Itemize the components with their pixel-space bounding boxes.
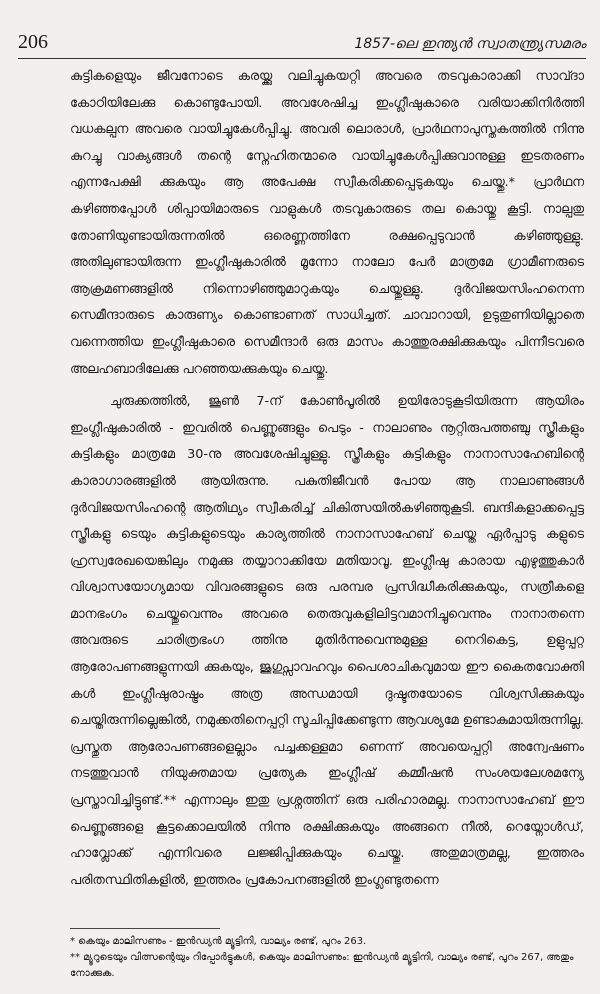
page-number: 206 [18,31,48,53]
footnote: ** മ്യൂറുടെയും വിത്സന്റെയും റിപ്പോർട്ടുകൾ, കെയും മാലിസണും: ഇൻഡ്യൻ മ്യൂട്ടിനി, വാല്യം രണ്ട്, പുറം 267, അതും നോക്കുക. [70,952,574,979]
page-header [18,18,586,59]
paragraph: കുട്ടികളെയും ജീവനോടെ കരയ്ക്കു വലിച്ചുകയറ്റി അവരെ തടവുകാരാക്കി സാവ്ദാ കോഠിയിലേക്കു കൊണ്ടുപോയി. അവശേഷിച്ച ഇംഗ്ലീഷുകാരെ വരിയാക്കിനിർത്തി വധകല്പന അവരെ വായിച്ചുകേൾപ്പിച്ചു. അവരി ലൊരാൾ, പ്രാർഥനാപുസ്തകത്തിൽ നിന്നു കുറച്ചു വാക്യങ്ങൾ തന്റെ സ്നേഹിതന്മാരെ വായിച്ചുകേൾപ്പിക്കുവാനുള്ള ഇടതരണം എന്നപേക്ഷി ക്കുകയും ആ അപേക്ഷ സ്വീകരിക്കപ്പെടുകയും ചെയ്തു.* പ്രാർഥന കഴിഞ്ഞപ്പോൾ ശിപ്പായിമാരുടെ വാളുകൾ തടവുകാരുടെ തല കൊയ്തു കൂട്ടി. നാല്പതു തോണിയുണ്ടായിരുന്നതിൽ ഒരെണ്ണത്തിനേ രക്ഷപ്പെടുവാൻ കഴിഞ്ഞുള്ളു. അതിലുണ്ടായിരുന്ന ഇംഗ്ലീഷുകാരിൽ മൂന്നോ നാലോ പേർ മാത്രമേ ഗ്രാമീണരുടെ ആക്രമണങ്ങളിൽ നിന്നൊഴിഞ്ഞുമാറുകയും ചെയ്തുള്ളു. ദുർവിജയസിംഹനെന്ന സെമീന്ദാരുടെ കാരുണ്യം കൊണ്ടാണത് സാധിച്ചത്. ചാവാറായി, ഉടുതുണിയില്ലാതെ വന്നെത്തിയ ഇംഗ്ലീഷുകാരെ സെമീന്ദാർ ഒരു മാസം കാത്തുരക്ഷിക്കുകയും പിന്നീടവരെ അലഹബാദിലേക്കു പറഞ്ഞയക്കുകയും ചെയ്തു. [70,69,584,377]
body-text [70,64,584,922]
footnotes [70,934,584,982]
footnote: * കെയും മാലിസണും - ഇൻഡ്യൻ മ്യൂട്ടിനി, വാല്യം രണ്ട്, പുറം 263. [70,936,367,947]
paragraph: ചുരുക്കത്തിൽ, ജൂൺ 7-ന് കോൺപൂരിൽ ഉയിരോടുകൂടിയിരുന്ന ആയിരം ഇംഗ്ലീഷുകാരിൽ - ഇവരിൽ പെണ്ണുങ്ങളും പെടും - നാലാണും നൂറ്റിരുപത്തഞ്ചു സ്ത്രീകളും കുട്ടികളും മാത്രമേ 30-നു അവശേഷിച്ചുള്ളു. സ്ത്രീകളും കുട്ടികളും നാനാസാഹേബിന്റെ കാരാഗാരങ്ങളിൽ ആയിരുന്നു. പകുതിജീവൻ പോയ ആ നാലാണുങ്ങൾ ദുർവിജയസിംഹന്റെ ആതിഥ്യം സ്വീകരിച്ച് ചികിത്സയിൽകഴിഞ്ഞുകൂടി. ബന്ദികളാക്കപ്പെട്ട സ്ത്രീകളു ടെയും കുട്ടികളുടെയും കാര്യത്തിൽ നാനാസാഹേബ് ചെയ്ത ഏർപ്പാടു കളുടെ ഹ്രസ്വരേഖയെങ്കിലും നമുക്കു തയ്യാറാക്കിയേ മതിയാവൂ. ഇംഗ്ലീഷു കാരായ എഴുത്തുകാർ വിശ്വാസയോഗ്യമായ വിവരങ്ങളുടെ ഒരു പരമ്പര പ്രസിദ്ധീകരിക്കുകയും, സത്രീകളെ മാനഭംഗം ചെയ്തുവെന്നും അവരെ തെരുവുകളിലിട്ടവമാനിച്ചുവെന്നും നാനാതന്നെ അവരുടെ ചാരിത്രഭംഗ ത്തിനു മുതിർന്നുവെന്നുമുള്ള നെറികെട്ട, ഉളുപ്പറ്റ ആരോപണങ്ങളുന്നയി ക്കുകയും, ജുഗുപ്സാവഹവും പൈശാചികവുമായ ഈ കൈതവോക്തി കൾ ഇംഗ്ലീഷുരാഷ്ട്രം അത്ര അന്ധമായി ദുഷ്ടതയോടെ വിശ്വസിക്കുകയും ചെയ്തിരുന്നില്ലെങ്കിൽ, നമുക്കതിനെപ്പറ്റി സൂചിപ്പിക്കേണ്ടുന്ന ആവശ്യമേ ഉണ്ടാകുമായിരുന്നില്ല. പ്രസ്തുത ആരോപണങ്ങളെല്ലാം പച്ചക്കള്ളമാ ണെന്ന് അവയെപ്പറ്റി അന്വേഷണം നടത്തുവാൻ നിയുക്തമായ പ്രത്യേക ഇംഗ്ലീഷ് കമ്മീഷൻ സംശയലേശമന്യേ പ്രസ്താവിച്ചിട്ടുണ്ട്.** എന്നാലും ഇതു പ്രശ്നത്തിന് ഒരു പരിഹാരമല്ല. നാനാസാഹേബ് ഈ പെണ്ണുങ്ങളെ കൂട്ടക്കൊലയിൽ നിന്നു രക്ഷിക്കുകയും അങ്ങനെ നീൽ, റെയ്നോൾഡ്, ഹാവ്ലോക്ക് എന്നിവരെ ലജ്ജിപ്പിക്കുകയും ചെയ്തു. അതുമാത്രമല്ല, ഇത്തരം പരിതസ്ഥിതികളിൽ, ഇത്തരം പ്രകോപനങ്ങളിൽ ഇംഗ്ലണ്ടുതന്നെ [70,394,584,888]
running-title: 1857-ലെ ഇന്ത്യൻ സ്വാതന്ത്ര്യസമരം [354,36,586,52]
footnote-divider [70,928,220,929]
